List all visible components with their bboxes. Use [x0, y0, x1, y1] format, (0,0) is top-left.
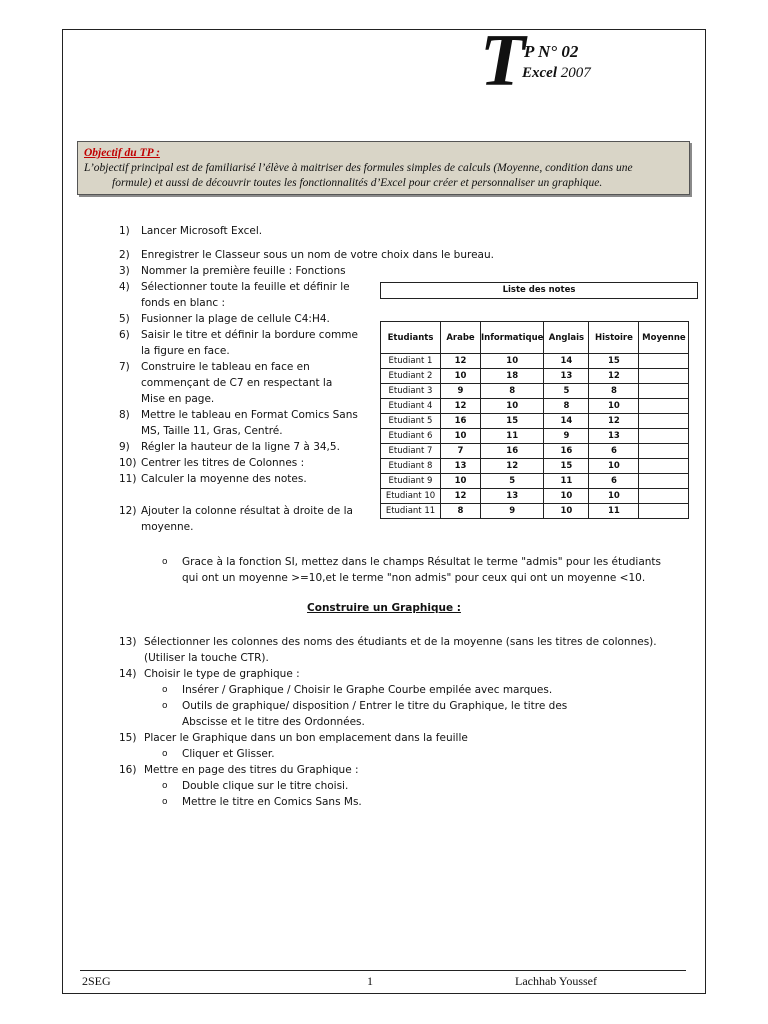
footer-class: 2SEG: [82, 974, 111, 988]
table-row: [381, 354, 689, 369]
table-row: [381, 459, 689, 474]
table-row: [381, 399, 689, 414]
student-name-cell: Etudiant 11: [381, 504, 441, 519]
si-note: [162, 554, 682, 586]
grade-cell: 6: [589, 474, 639, 489]
table-row: [381, 504, 689, 519]
bullet-text: Abscisse et le titre des Ordonnées.: [182, 716, 365, 728]
column-header: Etudiants: [381, 322, 441, 354]
grade-cell: 15: [589, 354, 639, 369]
bullet-text: qui ont un moyenne >=10,et le terme "non admis" pour ceux qui ont un moyenne <10.: [182, 572, 646, 584]
student-name-cell: Etudiant 3: [381, 384, 441, 399]
grade-cell: 10: [481, 399, 544, 414]
grade-cell: 14: [544, 414, 589, 429]
step-number: 13): [119, 636, 137, 648]
objective-line-2: formule) et aussi de découvrir toutes les fonctionnalités d’Excel pour créer et personnaliser un graphique.: [112, 177, 603, 189]
step-text: Fusionner la plage de cellule C4:H4.: [141, 313, 330, 325]
step-item: [119, 359, 369, 407]
step-item: [119, 634, 679, 666]
student-name-cell: Etudiant 1: [381, 354, 441, 369]
table-row: [381, 369, 689, 384]
step-text: Ajouter la colonne résultat à droite de la: [141, 505, 353, 517]
bullet-text: Grace à la fonction SI, mettez dans le champs Résultat le terme "admis" pour les étudiants: [182, 556, 661, 568]
column-header: Histoire: [589, 322, 639, 354]
column-header: Anglais: [544, 322, 589, 354]
grade-cell: 8: [441, 504, 481, 519]
step-number: 11): [119, 473, 137, 485]
table-title: Liste des notes: [380, 282, 698, 299]
bullet-text: Insérer / Graphique / Choisir le Graphe Courbe empilée avec marques.: [182, 684, 553, 696]
step-text: Mettre le tableau en Format Comics Sans: [141, 409, 358, 421]
student-name-cell: Etudiant 7: [381, 444, 441, 459]
step-text: commençant de C7 en respectant la: [141, 377, 333, 389]
step-text: Mise en page.: [141, 393, 215, 405]
step-text: (Utiliser la touche CTR).: [144, 652, 269, 664]
grade-cell: 10: [589, 459, 639, 474]
grade-cell: 15: [481, 414, 544, 429]
steps-top: [119, 223, 659, 263]
bullet-icon: o: [162, 685, 168, 695]
grade-cell: 10: [589, 489, 639, 504]
student-name-cell: Etudiant 10: [381, 489, 441, 504]
student-name-cell: Etudiant 6: [381, 429, 441, 444]
grade-cell: 11: [481, 429, 544, 444]
step-item: [119, 439, 369, 455]
table-row: [381, 429, 689, 444]
grade-cell: [639, 504, 689, 519]
grade-cell: 11: [589, 504, 639, 519]
grade-cell: 8: [481, 384, 544, 399]
step-item: [119, 223, 659, 239]
title-big-letter: T: [480, 20, 526, 102]
step-number: 10): [119, 457, 137, 469]
grade-cell: [639, 369, 689, 384]
bullet-icon: o: [162, 701, 168, 711]
grade-cell: [639, 489, 689, 504]
grade-cell: 10: [544, 504, 589, 519]
grade-cell: [639, 474, 689, 489]
step-text: la figure en face.: [141, 345, 230, 357]
step-number: 15): [119, 732, 137, 744]
column-header: Moyenne: [639, 322, 689, 354]
step-text: Enregistrer le Classeur sous un nom de votre choix dans le bureau.: [141, 249, 494, 261]
grade-cell: 12: [441, 489, 481, 504]
footer-author: Lachhab Youssef: [515, 974, 597, 988]
student-name-cell: Etudiant 2: [381, 369, 441, 384]
grade-cell: [639, 399, 689, 414]
excel-version-line: [522, 65, 591, 82]
step-number: 14): [119, 668, 137, 680]
grade-cell: 16: [481, 444, 544, 459]
objective-line-1: L’objectif principal est de familiarisé l’élève à maitriser des formules simples de calculs (Moyenne, condition dans une: [84, 162, 633, 174]
bullet-icon: o: [162, 781, 168, 791]
step-item: [119, 327, 369, 359]
table-header-row: [381, 322, 689, 354]
step-item: [119, 311, 369, 327]
bullet-text: Mettre le titre en Comics Sans Ms.: [182, 796, 362, 808]
excel-word: Excel: [522, 65, 557, 81]
step-item: [119, 503, 369, 535]
bullet-icon: o: [162, 797, 168, 807]
grade-cell: [639, 459, 689, 474]
grade-cell: 13: [481, 489, 544, 504]
grade-cell: 5: [544, 384, 589, 399]
tp-number: P N° 02: [524, 42, 579, 61]
step-item: [119, 247, 659, 263]
grade-cell: 12: [441, 354, 481, 369]
step-text: Sélectionner les colonnes des noms des étudiants et de la moyenne (sans les titres de colonnes).: [144, 636, 657, 648]
grade-cell: 10: [441, 369, 481, 384]
column-header: Arabe: [441, 322, 481, 354]
student-name-cell: Etudiant 9: [381, 474, 441, 489]
grade-cell: 12: [589, 414, 639, 429]
step-text: Régler la hauteur de la ligne 7 à 34,5.: [141, 441, 340, 453]
bullet-item: [119, 778, 679, 794]
step-item: [119, 455, 369, 471]
grade-cell: 10: [441, 474, 481, 489]
table-row: [381, 474, 689, 489]
column-header: Informatique: [481, 322, 544, 354]
step-number: 8): [119, 409, 130, 421]
section-title: [0, 602, 768, 614]
section-title-text: Construire un Graphique :: [307, 602, 461, 614]
grade-cell: 14: [544, 354, 589, 369]
table-row: [381, 489, 689, 504]
step-text: MS, Taille 11, Gras, Centré.: [141, 425, 283, 437]
grade-cell: 15: [544, 459, 589, 474]
grade-cell: [639, 444, 689, 459]
step-item: [119, 666, 679, 682]
grade-cell: 9: [544, 429, 589, 444]
step-number: 5): [119, 313, 130, 325]
bullet-item: [119, 682, 679, 698]
table-row: [381, 444, 689, 459]
bullet-text: Outils de graphique/ disposition / Entrer le titre du Graphique, le titre des: [182, 700, 568, 712]
grade-cell: 11: [544, 474, 589, 489]
step-number: 3): [119, 265, 130, 277]
step-item: [119, 279, 369, 311]
grade-cell: 10: [481, 354, 544, 369]
grade-cell: 12: [481, 459, 544, 474]
grade-cell: 13: [589, 429, 639, 444]
footer-page-number: 1: [367, 974, 373, 988]
step-number: 16): [119, 764, 137, 776]
step-number: 7): [119, 361, 130, 373]
bullet-item: [119, 794, 679, 810]
grade-cell: 16: [544, 444, 589, 459]
grades-table: [380, 321, 689, 519]
step-number: 2): [119, 249, 130, 261]
step-text: Placer le Graphique dans un bon emplacement dans la feuille: [144, 732, 468, 744]
step-number: 4): [119, 281, 130, 293]
step-text: Choisir le type de graphique :: [144, 668, 300, 680]
step-text: fonds en blanc :: [141, 297, 226, 309]
step-number: 9): [119, 441, 130, 453]
objective-box: [77, 141, 690, 195]
grade-cell: 7: [441, 444, 481, 459]
grade-cell: 10: [441, 429, 481, 444]
grade-cell: 8: [544, 399, 589, 414]
step-item: [119, 263, 369, 279]
step-text: moyenne.: [141, 521, 194, 533]
objective-heading: Objectif du TP :: [84, 147, 160, 159]
grade-cell: 12: [589, 369, 639, 384]
grade-cell: 18: [481, 369, 544, 384]
steps-graph: [119, 634, 679, 810]
student-name-cell: Etudiant 8: [381, 459, 441, 474]
grade-cell: 12: [441, 399, 481, 414]
grade-cell: 16: [441, 414, 481, 429]
grade-cell: [639, 354, 689, 369]
step-number: 6): [119, 329, 130, 341]
student-name-cell: Etudiant 5: [381, 414, 441, 429]
bullet-text: Double clique sur le titre choisi.: [182, 780, 349, 792]
bullet-icon: o: [162, 749, 168, 759]
excel-version: 2007: [560, 65, 591, 81]
bullet-item: [119, 698, 679, 730]
bullet-item: [162, 554, 682, 586]
table-row: [381, 384, 689, 399]
grade-cell: 9: [481, 504, 544, 519]
step-item: [119, 730, 679, 746]
step-text: Centrer les titres de Colonnes :: [141, 457, 305, 469]
step-text: Mettre en page des titres du Graphique :: [144, 764, 359, 776]
bullet-icon: o: [162, 557, 168, 567]
step-text: Calculer la moyenne des notes.: [141, 473, 307, 485]
grade-cell: 13: [441, 459, 481, 474]
step-text: Construire le tableau en face en: [141, 361, 310, 373]
student-name-cell: Etudiant 4: [381, 399, 441, 414]
step-item: [119, 762, 679, 778]
grade-cell: 5: [481, 474, 544, 489]
grade-cell: [639, 429, 689, 444]
grade-cell: 10: [544, 489, 589, 504]
bullet-text: Cliquer et Glisser.: [182, 748, 275, 760]
grade-cell: 6: [589, 444, 639, 459]
step-item: [119, 407, 369, 439]
grade-cell: 10: [589, 399, 639, 414]
footer-divider: [80, 970, 686, 971]
bullet-item: [119, 746, 679, 762]
step-text: Saisir le titre et définir la bordure comme: [141, 329, 358, 341]
grade-cell: [639, 414, 689, 429]
grade-cell: 13: [544, 369, 589, 384]
step-text: Nommer la première feuille : Fonctions: [141, 265, 346, 277]
grade-cell: 8: [589, 384, 639, 399]
step-text: Lancer Microsoft Excel.: [141, 225, 263, 237]
steps-left-column: [119, 263, 369, 535]
grade-cell: 9: [441, 384, 481, 399]
step-number: 12): [119, 505, 137, 517]
step-item: [119, 471, 369, 487]
step-text: Sélectionner toute la feuille et définir le: [141, 281, 350, 293]
step-number: 1): [119, 225, 130, 237]
table-row: [381, 414, 689, 429]
grade-cell: [639, 384, 689, 399]
